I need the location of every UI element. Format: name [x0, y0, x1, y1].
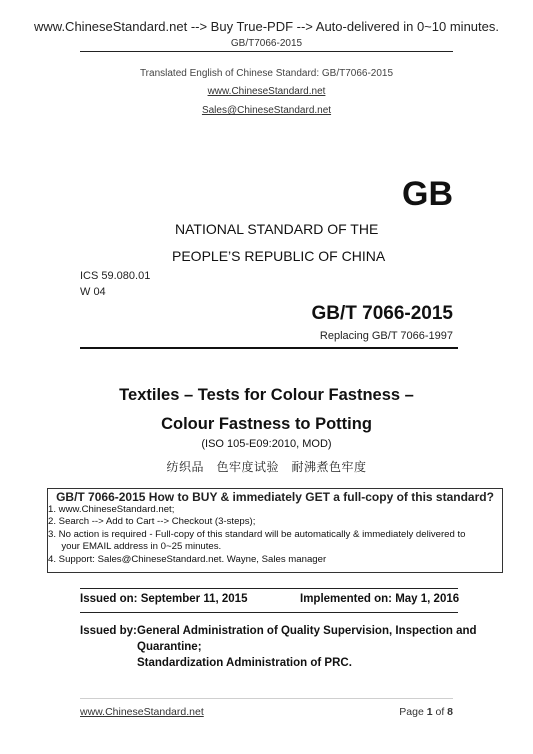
w-code: W 04	[80, 286, 106, 298]
issue-divider-bottom	[80, 612, 458, 613]
translated-note: Translated English of Chinese Standard: GB/T7066-2015	[139, 68, 394, 79]
banner-standard-code: GB/T7066-2015	[230, 38, 303, 49]
issued-by-label: Issued by:	[80, 625, 137, 637]
chinese-title: 纺织品 色牢度试验 耐沸煮色牢度	[166, 460, 367, 474]
page-total: 8	[447, 706, 453, 718]
issued-by-line1: General Administration of Quality Supervision, Inspection and	[137, 625, 477, 637]
ics-code: ICS 59.080.01	[80, 270, 151, 282]
title-line2: Colour Fastness to Potting	[161, 415, 372, 433]
buy-step-4[interactable]: 4. Support: Sales@ChineseStandard.net. Wayne, Sales manager	[48, 553, 327, 565]
issue-divider-top	[80, 588, 458, 589]
page-mid: of	[432, 706, 448, 718]
buy-step-3: 3. No action is required - Full-copy of this standard will be automatically & immediately delivered to	[48, 528, 466, 540]
page-indicator	[399, 706, 453, 718]
implemented-on: Implemented on: May 1, 2016	[300, 593, 460, 605]
top-banner[interactable]: www.ChineseStandard.net --> Buy True-PDF --> Auto-delivered in 0~10 minutes.	[34, 19, 499, 34]
email-link[interactable]: Sales@ChineseStandard.net	[201, 105, 332, 116]
standard-number: GB/T 7066-2015	[311, 303, 453, 324]
top-divider	[80, 51, 453, 52]
iso-reference: (ISO 105-E09:2010, MOD)	[201, 438, 332, 450]
title-line1: Textiles – Tests for Colour Fastness –	[119, 386, 414, 404]
website-link[interactable]: www.ChineseStandard.net	[207, 86, 326, 97]
national-standard-line2: PEOPLE’S REPUBLIC OF CHINA	[172, 248, 386, 264]
standard-divider	[80, 347, 458, 349]
issued-by-line2: Quarantine;	[137, 641, 202, 653]
footer-divider	[80, 698, 453, 699]
page-prefix: Page	[399, 706, 427, 718]
national-standard-line1: NATIONAL STANDARD OF THE	[175, 221, 379, 237]
replacing-note: Replacing GB/T 7066-1997	[319, 330, 453, 342]
buy-step-2: 2. Search --> Add to Cart --> Checkout (3-steps);	[48, 516, 256, 528]
buy-step-1[interactable]: 1. www.ChineseStandard.net;	[48, 504, 175, 515]
buy-step-3-continued: your EMAIL address in 0~25 minutes.	[48, 541, 222, 553]
page-current: 1	[426, 706, 433, 718]
footer-website-link[interactable]: www.ChineseStandard.net	[80, 706, 204, 718]
buy-info-box	[47, 488, 503, 573]
buy-box-title: GB/T 7066-2015 How to BUY & immediately GET a full-copy of this standard?	[56, 490, 494, 504]
issued-by-line3: Standardization Administration of PRC.	[137, 657, 352, 669]
issued-on: Issued on: September 11, 2015	[80, 593, 248, 605]
gb-mark: GB	[402, 175, 453, 213]
